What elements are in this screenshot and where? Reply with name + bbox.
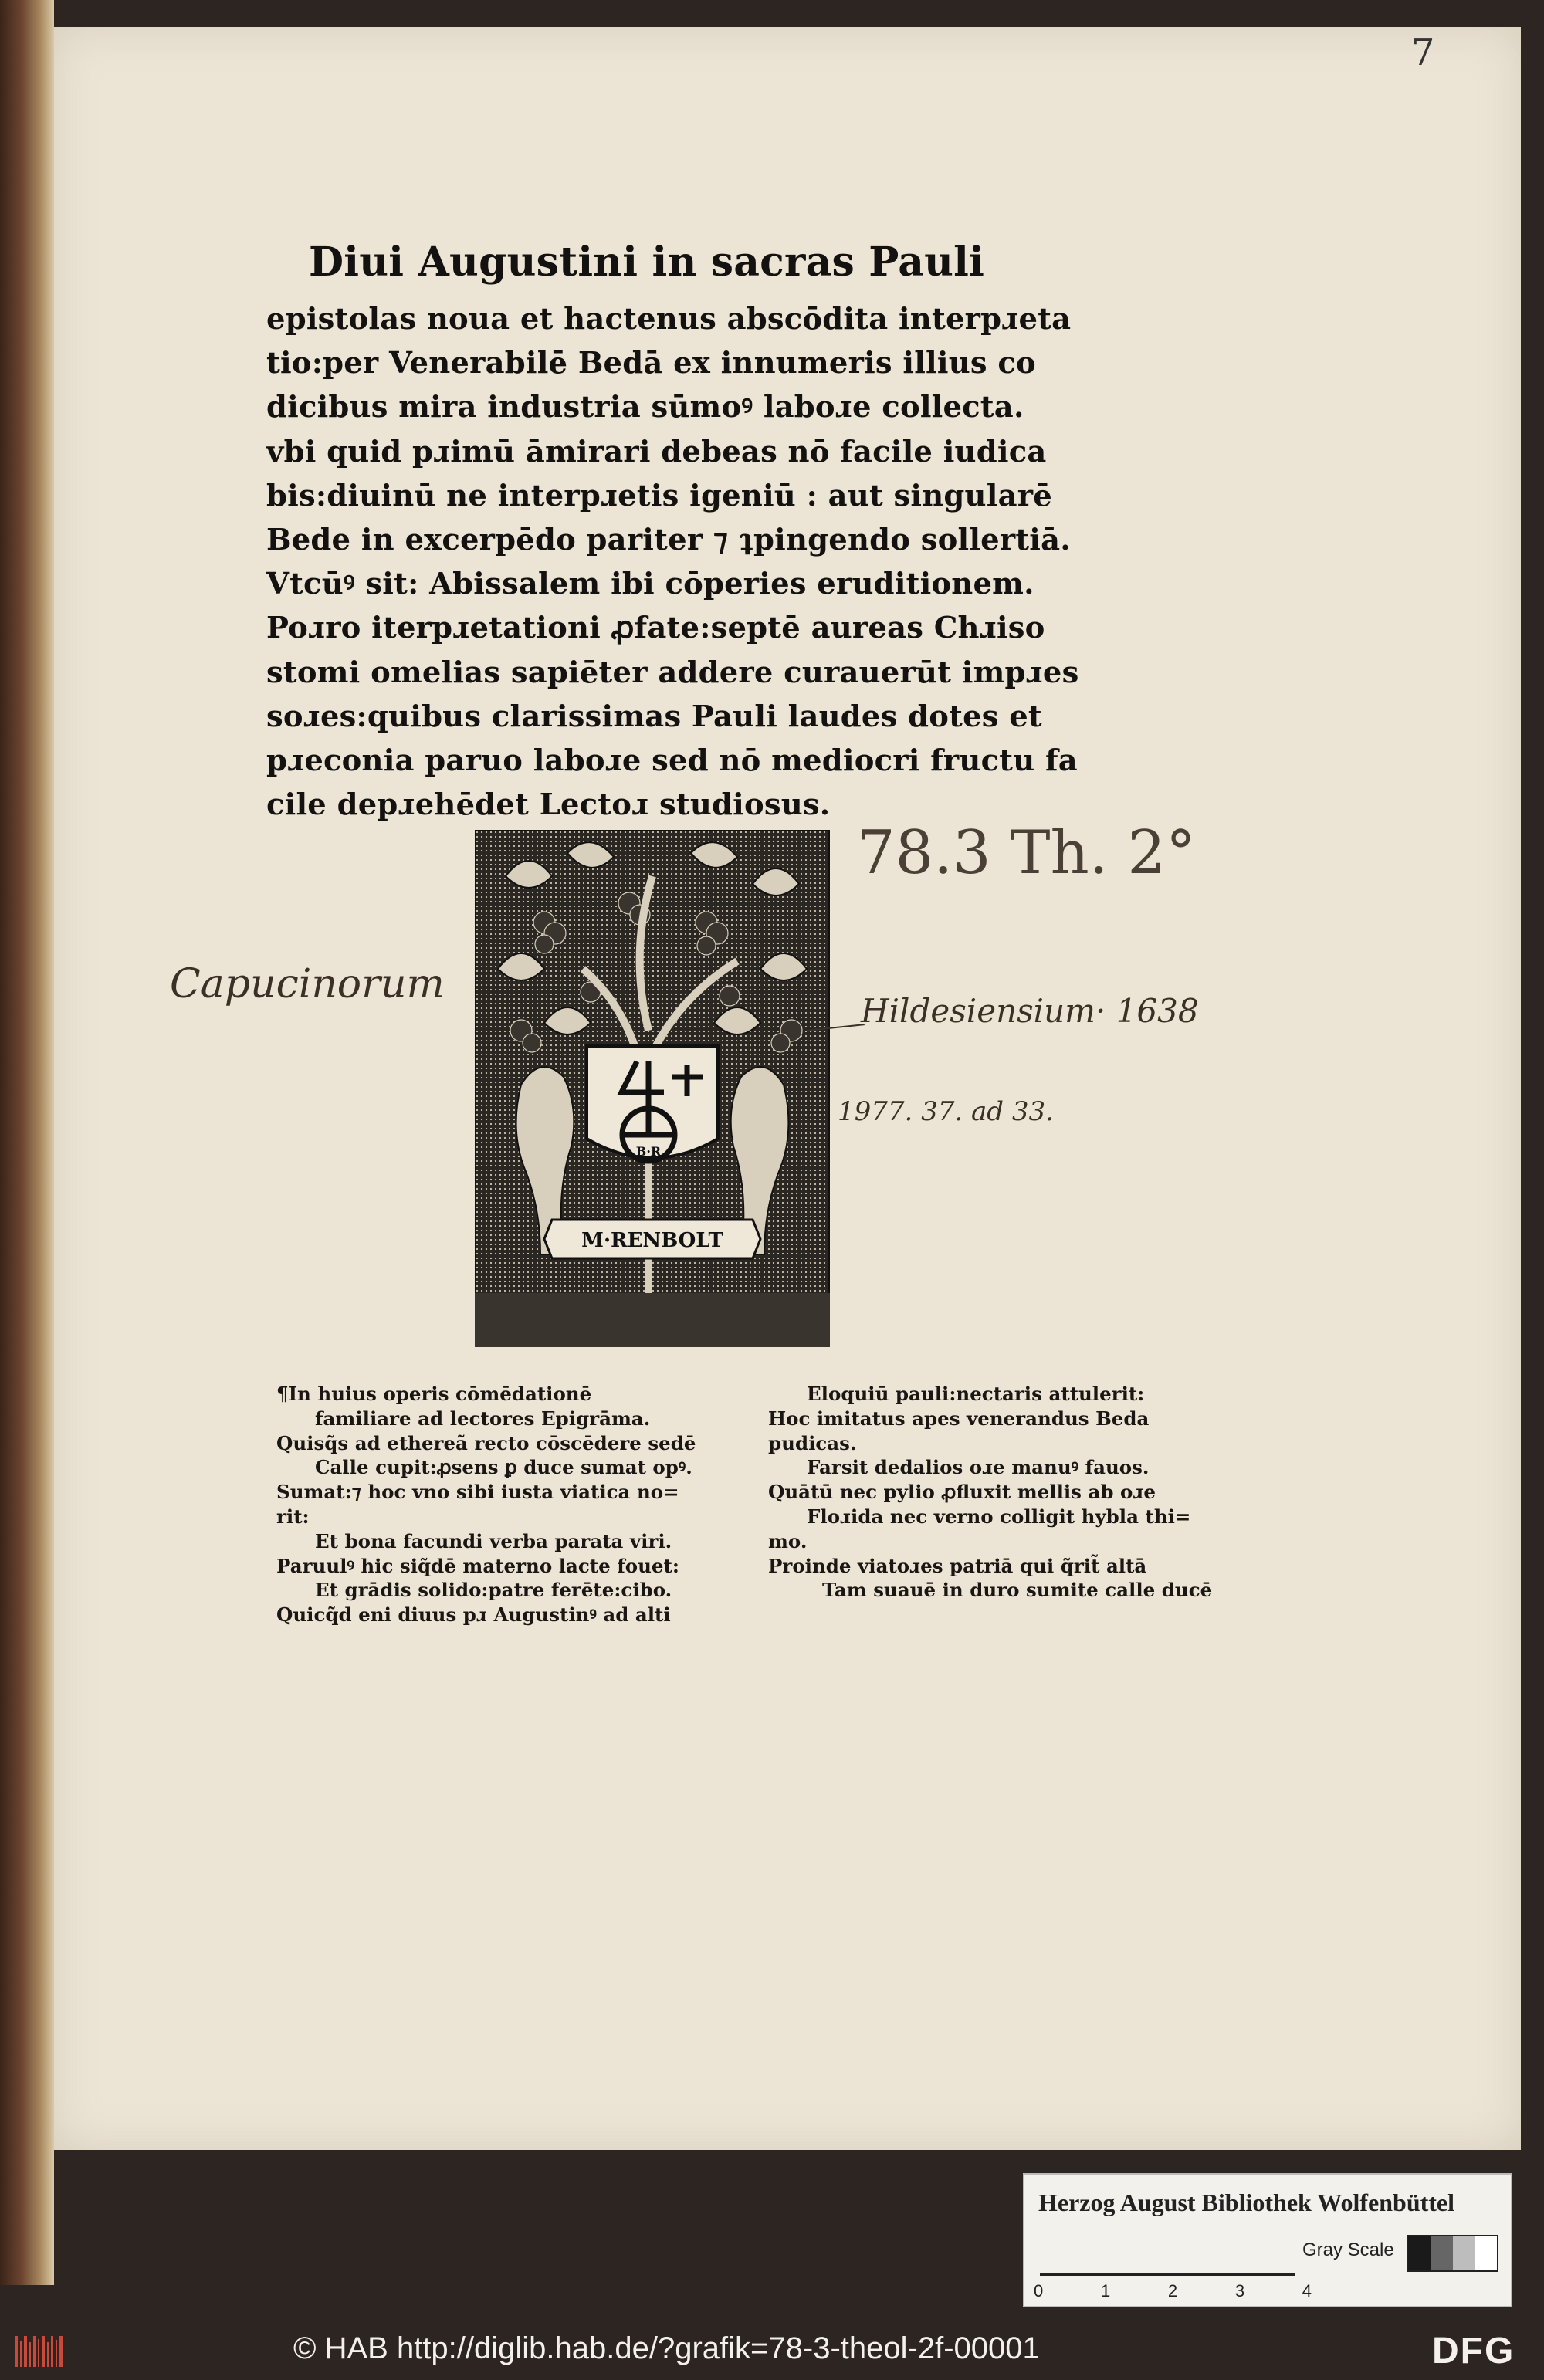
title-line: vbi quid pɹimū āmirari debeas nō facile iudica xyxy=(266,434,1047,469)
printer-device-woodcut xyxy=(475,830,830,1347)
ruler-number: 0 xyxy=(1034,2281,1044,2300)
title-line: cile depɹehēdet Lectoɹ studiosus. xyxy=(266,787,831,823)
ruler-numbers xyxy=(1034,2281,1312,2301)
woodcut-banner-text: M·RENBOLT xyxy=(581,1229,723,1252)
epigram-line: Farsit dedalios oɹe manuꝰ fauos. xyxy=(807,1456,1150,1479)
footer-credit-link[interactable]: © HAB http://diglib.hab.de/?grafik=78-3-theol-2f-00001 xyxy=(293,2331,1040,2365)
handwritten-shelfmark: 78.3 Th. 2° xyxy=(857,818,1196,888)
handwritten-inventory-number: 1977. 37. ad 33. xyxy=(838,1096,1054,1127)
epigram-line: Tam suauē in duro sumite calle ducē xyxy=(822,1579,1213,1602)
title-line: Poɹro iterpɹetationi ꝓfate:septē aureas Chɹiso xyxy=(266,611,1045,646)
ruler-number: 4 xyxy=(1302,2281,1312,2300)
title-block xyxy=(266,228,1079,827)
ruler-number: 1 xyxy=(1100,2281,1111,2300)
gray-swatch xyxy=(1475,2236,1497,2270)
epigram-line: Sumat:⁊ hoc vno sibi iusta viatica no= xyxy=(276,1481,679,1504)
epigram-line: Quisq̃s ad ethereã recto cōscēdere sedē xyxy=(276,1431,696,1454)
epigram-line: Quātū nec pylio ꝓfluxit mellis ab oɹe xyxy=(768,1481,1156,1504)
title-line: pɹeconia paruo laboɹe sed nō mediocri fructu fa xyxy=(266,743,1078,779)
ruler-number: 3 xyxy=(1234,2281,1245,2300)
handwritten-hildesiensium: Hildesiensium· 1638 xyxy=(861,992,1199,1030)
epigram-line: Eloquiū pauli:nectaris attulerit: xyxy=(807,1383,1145,1405)
epigram-line: Proinde viatoɹes patriā qui q̃rit̃ altā xyxy=(768,1554,1147,1577)
barcode-icon xyxy=(14,2333,66,2370)
gray-swatch xyxy=(1453,2236,1475,2270)
epigram-left-column xyxy=(276,1382,696,1627)
epigram-line: mo. xyxy=(768,1529,808,1552)
gray-swatch xyxy=(1408,2236,1431,2270)
title-line: Diui Augustini in sacras Pauli xyxy=(309,239,985,286)
title-line: soɹes:quibus clarissimas Pauli laudes dotes et xyxy=(266,699,1042,734)
epigram-line: Hoc imitatus apes venerandus Beda xyxy=(768,1407,1150,1430)
title-line: bis:diuinū ne interpɹetis igeniū : aut singularē xyxy=(266,478,1052,513)
epigram-line: Quicq̃d eni diuus pɹ Augustinꝰ ad alti xyxy=(276,1603,671,1627)
woodcut-monogram: B·R xyxy=(635,1144,662,1159)
epigram-right-column xyxy=(768,1382,1212,1603)
library-name: Herzog August Bibliothek Wolfenbüttel xyxy=(1038,2189,1455,2216)
epigram-line: Paruulꝰ hic siq̃dē materno lacte fouet: xyxy=(276,1554,679,1577)
book-spine-edge xyxy=(0,0,54,2285)
title-line: dicibus mira industria sūmoꝰ laboɹe collecta. xyxy=(266,390,1024,425)
ruler-number: 2 xyxy=(1167,2281,1178,2300)
epigram-line: familiare ad lectores Epigrāma. xyxy=(315,1407,651,1430)
gray-scale-swatches xyxy=(1407,2235,1498,2272)
folio-mark: 7 xyxy=(1411,31,1435,74)
epigram-line: pudicas. xyxy=(768,1431,857,1454)
epigram-line: Floɹida nec verno colligit hybla thi= xyxy=(807,1505,1191,1528)
library-color-card xyxy=(1023,2173,1512,2307)
handwritten-capucinorum: Capucinorum xyxy=(170,961,445,1007)
footer-bar xyxy=(0,2324,1544,2380)
epigram-line: Et grādis solido:patre ferēte:cibo. xyxy=(315,1579,672,1602)
gray-swatch xyxy=(1431,2236,1453,2270)
epigram-line: Calle cupit:ꝓsens ꝑ duce sumat opꝰ. xyxy=(315,1456,692,1479)
title-line: tio:per Venerabilē Bedā ex innumeris illius co xyxy=(266,346,1036,381)
gray-scale-label: Gray Scale xyxy=(1302,2240,1394,2260)
epigram-line: rit: xyxy=(276,1505,310,1528)
dfg-logo: DFG xyxy=(1432,2331,1515,2372)
title-line: epistolas noua et hactenus abscōdita interpɹeta xyxy=(266,302,1072,337)
epigram-line: ¶In huius operis cōmēdationē xyxy=(276,1383,592,1405)
epigram-line: Et bona facundi verba parata viri. xyxy=(315,1529,672,1552)
title-line: stomi omelias sapiēter addere curauerūt impɹes xyxy=(266,655,1079,690)
title-line: Bede in excerpēdo pariter ⁊ ʇpingendo sollertiā. xyxy=(266,523,1071,558)
title-line: Vtcūꝰ sit: Abissalem ibi cōperies eruditionem. xyxy=(266,567,1034,602)
